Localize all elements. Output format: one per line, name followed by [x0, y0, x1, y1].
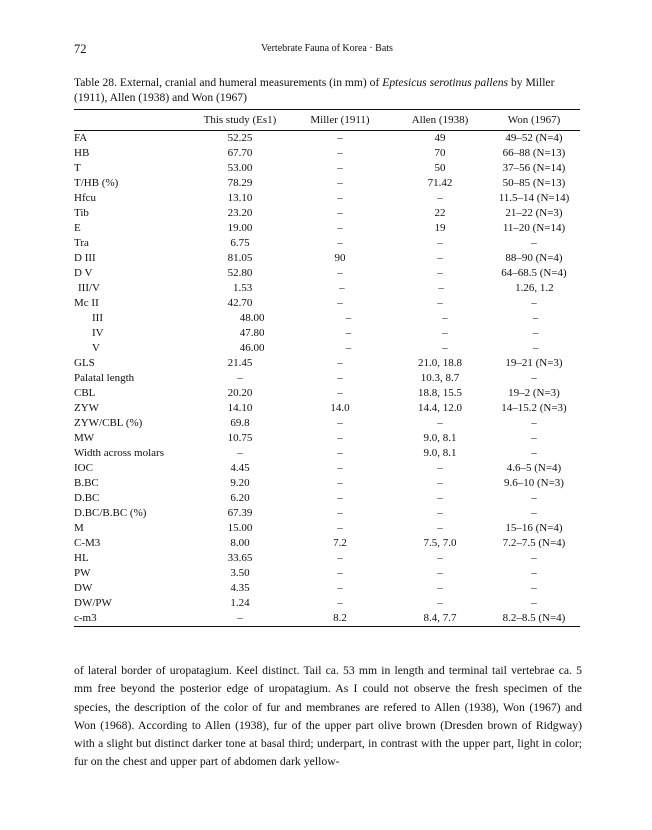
- table-row: [74, 476, 580, 491]
- table-cell: 22: [434, 207, 446, 219]
- table-cell: –: [337, 357, 343, 369]
- table-cell: 21.0, 18.8: [418, 357, 462, 369]
- table-cell: 7.2–7.5 (N=4): [502, 537, 566, 549]
- table-cell: 19: [434, 222, 446, 234]
- measurement-table: [74, 109, 580, 627]
- row-label: T: [74, 162, 81, 174]
- running-title: Vertebrate Fauna of Korea · Bats: [261, 43, 393, 54]
- table-cell: –: [531, 597, 537, 609]
- table-cell: –: [437, 522, 443, 534]
- row-label: GLS: [74, 357, 95, 369]
- table-row: [74, 416, 580, 431]
- table-cell: 14.0: [330, 402, 350, 414]
- table-header-row: [74, 110, 580, 130]
- table-cell: –: [337, 597, 343, 609]
- table-cell: –: [437, 492, 443, 504]
- table-cell: –: [531, 552, 537, 564]
- table-cell: –: [437, 237, 443, 249]
- table-cell: –: [337, 267, 343, 279]
- table-row: [74, 611, 580, 626]
- table-cell: 88–90 (N=4): [505, 252, 563, 264]
- table-cell: 42.70: [227, 297, 253, 309]
- table-cell: –: [532, 342, 539, 354]
- table-cell: 46.00: [239, 342, 265, 354]
- table-cell: –: [437, 462, 443, 474]
- row-label: D V: [74, 267, 93, 279]
- table-cell: –: [337, 432, 343, 444]
- table-cell: 14.10: [227, 402, 253, 414]
- table-cell: 8.2–8.5 (N=4): [502, 612, 566, 624]
- table-cell: –: [337, 507, 343, 519]
- table-cell: 67.39: [227, 507, 253, 519]
- table-row: [74, 446, 580, 461]
- table-cell: 53.00: [227, 162, 253, 174]
- table-cell: –: [339, 282, 345, 294]
- column-header: Won (1967): [507, 114, 561, 126]
- table-cell: 7.2: [333, 537, 347, 549]
- table-cell: 21.45: [227, 357, 253, 369]
- row-label: D III: [74, 252, 96, 264]
- table-cell: 1.26, 1.2: [515, 282, 554, 294]
- row-label: Tra: [74, 237, 89, 249]
- table-cell: –: [437, 507, 443, 519]
- table-row: [74, 131, 580, 146]
- table-cell: 67.70: [227, 147, 253, 159]
- row-label: Tib: [74, 207, 89, 219]
- table-cell: –: [438, 282, 444, 294]
- table-cell: 49–52 (N=4): [505, 132, 563, 144]
- table-cell: –: [337, 567, 343, 579]
- table-cell: 9.20: [230, 477, 250, 489]
- table-cell: –: [437, 417, 443, 429]
- table-cell: 13.10: [227, 192, 253, 204]
- table-cell: 4.45: [230, 462, 250, 474]
- table-cell: 10.75: [227, 432, 253, 444]
- table-row: [74, 266, 580, 281]
- table-cell: –: [531, 447, 537, 459]
- table-cell: –: [437, 552, 443, 564]
- column-header: Miller (1911): [310, 114, 370, 126]
- table-cell: –: [337, 387, 343, 399]
- table-row: [74, 506, 580, 521]
- table-row: [74, 206, 580, 221]
- table-cell: 10.3, 8.7: [420, 372, 460, 384]
- table-row: [74, 566, 580, 581]
- table-cell: 66–88 (N=13): [502, 147, 566, 159]
- table-cell: –: [345, 342, 352, 354]
- table-cell: 70: [434, 147, 446, 159]
- table-cell: 48.00: [239, 312, 265, 324]
- table-cell: –: [532, 312, 539, 324]
- table-row: [74, 431, 580, 446]
- table-cell: –: [531, 237, 537, 249]
- table-cell: –: [531, 372, 537, 384]
- table-cell: 15–16 (N=4): [505, 522, 563, 534]
- table-cell: 7.5, 7.0: [423, 537, 457, 549]
- row-label: Palatal length: [74, 372, 135, 384]
- table-cell: –: [337, 477, 343, 489]
- table-cell: –: [437, 597, 443, 609]
- table-cell: 1.53: [233, 282, 253, 294]
- table-cell: 6.20: [230, 492, 250, 504]
- table-cell: –: [337, 417, 343, 429]
- table-cell: –: [337, 447, 343, 459]
- table-cell: 19.00: [227, 222, 253, 234]
- table-cell: –: [337, 162, 343, 174]
- table-row: [74, 311, 580, 326]
- table-cell: 47.80: [239, 327, 265, 339]
- row-label: T/HB (%): [74, 177, 119, 189]
- table-cell: 20.20: [227, 387, 253, 399]
- table-cell: –: [437, 582, 443, 594]
- table-cell: 8.00: [230, 537, 250, 549]
- table-cell: –: [237, 372, 243, 384]
- table-cell: 8.4, 7.7: [423, 612, 457, 624]
- row-label: ZYW/CBL (%): [74, 417, 143, 429]
- row-label: III/V: [78, 282, 100, 294]
- table-cell: 19–2 (N=3): [508, 387, 560, 399]
- table-cell: –: [337, 582, 343, 594]
- table-cell: 81.05: [227, 252, 253, 264]
- table-cell: –: [345, 312, 352, 324]
- row-label: Hfcu: [74, 192, 96, 204]
- table-cell: 21–22 (N=3): [505, 207, 563, 219]
- table-row: [74, 281, 580, 296]
- table-cell: –: [531, 582, 537, 594]
- table-cell: –: [531, 297, 537, 309]
- table-cell: 49: [434, 132, 446, 144]
- table-cell: 6.75: [230, 237, 250, 249]
- table-row: [74, 371, 580, 386]
- table-cell: –: [442, 342, 448, 354]
- page-number: 72: [74, 42, 87, 56]
- column-header: This study (Es1): [203, 114, 277, 126]
- table-cell: –: [337, 372, 343, 384]
- table-cell: 64–68.5 (N=4): [501, 267, 567, 279]
- row-label: PW: [74, 567, 91, 579]
- table-cell: –: [337, 297, 343, 309]
- table-row: [74, 401, 580, 416]
- table-cell: 8.2: [333, 612, 347, 624]
- table-cell: –: [337, 207, 343, 219]
- table-cell: 11.5–14 (N=14): [498, 192, 570, 204]
- table-cell: –: [337, 492, 343, 504]
- table-cell: 15.00: [227, 522, 253, 534]
- table-cell: 69.8: [230, 417, 250, 429]
- table-cell: 4.35: [230, 582, 250, 594]
- table-cell: –: [531, 417, 537, 429]
- table-cell: 3.50: [230, 567, 250, 579]
- table-row: [74, 236, 580, 251]
- row-label: III: [92, 312, 103, 324]
- table-row: [74, 596, 580, 611]
- row-label: DW: [74, 582, 93, 594]
- table-cell: –: [345, 327, 352, 339]
- table-cell: –: [437, 252, 443, 264]
- table-cell: 9.6–10 (N=3): [504, 477, 564, 489]
- table-cell: –: [531, 507, 537, 519]
- table-row: [74, 326, 580, 341]
- row-label: DW/PW: [74, 597, 112, 609]
- row-label: M: [74, 522, 84, 534]
- table-cell: 14.4, 12.0: [418, 402, 462, 414]
- row-label: IOC: [74, 462, 93, 474]
- table-cell: –: [437, 297, 443, 309]
- table-cell: 19–21 (N=3): [505, 357, 563, 369]
- table-cell: –: [237, 612, 243, 624]
- table-cell: –: [437, 477, 443, 489]
- table-cell: 18.8, 15.5: [418, 387, 462, 399]
- row-label: B.BC: [74, 477, 99, 489]
- row-label: FA: [74, 132, 88, 144]
- table-cell: –: [337, 132, 343, 144]
- table-row: [74, 536, 580, 551]
- table-cell: 4.6–5 (N=4): [506, 462, 562, 474]
- table-row: [74, 191, 580, 206]
- table-row: [74, 356, 580, 371]
- table-row: [74, 551, 580, 566]
- table-cell: –: [442, 327, 448, 339]
- table-row: [74, 491, 580, 506]
- table-cell: 52.25: [227, 132, 253, 144]
- row-label: C-M3: [74, 537, 101, 549]
- table-cell: –: [337, 222, 343, 234]
- table-cell: –: [337, 237, 343, 249]
- table-row: [74, 221, 580, 236]
- row-label: ZYW: [74, 402, 100, 414]
- table-cell: –: [337, 552, 343, 564]
- table-row: [74, 296, 580, 311]
- table-cell: –: [237, 447, 243, 459]
- table-row: [74, 581, 580, 596]
- row-label: HL: [74, 552, 89, 564]
- row-label: Mc II: [74, 297, 99, 309]
- row-label: IV: [92, 327, 104, 339]
- table-cell: –: [337, 147, 343, 159]
- caption-text-end: by Miller (1911), Allen (1938) and Won (1967): [74, 76, 555, 104]
- row-label: MW: [74, 432, 95, 444]
- page-header: [74, 42, 580, 58]
- table-row: [74, 341, 580, 356]
- row-label: CBL: [74, 387, 96, 399]
- row-label: HB: [74, 147, 90, 159]
- table-cell: –: [531, 432, 537, 444]
- table-row: [74, 146, 580, 161]
- table-cell: –: [437, 567, 443, 579]
- column-header: [74, 110, 192, 130]
- table-cell: 11–20 (N=14): [502, 222, 566, 234]
- table-row: [74, 176, 580, 191]
- table-bottom-rule: [74, 626, 580, 627]
- table-cell: 71.42: [427, 177, 453, 189]
- table-row: [74, 521, 580, 536]
- table-cell: 90: [334, 252, 346, 264]
- table-cell: –: [337, 462, 343, 474]
- table-cell: 50: [434, 162, 446, 174]
- table-cell: –: [337, 192, 343, 204]
- table-cell: –: [337, 522, 343, 534]
- row-label: D.BC/B.BC (%): [74, 507, 147, 519]
- body-paragraph: of lateral border of uropatagium. Keel distinct. Tail ca. 53 mm in length and terminal tail vertebrae ca. 5 mm free beyond the posterior edge of uropatagium. As I could not observe the fresh specimen of the species, the description of the color of fur and membranes are refered to Allen (1938), Won (1967) and Won (1968). According to Allen (1938), fur of the upper part olive brown (Dresden brown of Ridgway) with a slight but distinct darker tone at basal third; underpart, in contrast with the upper part, light in color; fur on the chest and upper part of abdomen dark yellow-: [74, 664, 582, 769]
- table-caption: [74, 76, 582, 105]
- column-header: Allen (1938): [411, 114, 469, 126]
- table-cell: –: [531, 567, 537, 579]
- table-cell: 9.0, 8.1: [423, 432, 457, 444]
- table-cell: 9.0, 8.1: [423, 447, 457, 459]
- table-cell: –: [437, 267, 443, 279]
- table-cell: –: [442, 312, 448, 324]
- table-cell: 1.24: [230, 597, 250, 609]
- table-row: [74, 161, 580, 176]
- table-cell: 23.20: [227, 207, 253, 219]
- table-row: [74, 251, 580, 266]
- table-cell: 37–56 (N=14): [502, 162, 566, 174]
- table-cell: 52.80: [227, 267, 253, 279]
- row-label: c-m3: [74, 612, 97, 624]
- caption-species: Eptesicus serotinus pallens: [382, 76, 509, 89]
- row-label: D.BC: [74, 492, 100, 504]
- table-cell: 14–15.2 (N=3): [501, 402, 567, 414]
- table-cell: –: [337, 177, 343, 189]
- table-cell: 78.29: [227, 177, 253, 189]
- table-body: [74, 131, 580, 626]
- table-cell: –: [531, 492, 537, 504]
- table-cell: 33.65: [227, 552, 253, 564]
- row-label: Width across molars: [74, 447, 164, 459]
- table-cell: –: [532, 327, 539, 339]
- table-row: [74, 386, 580, 401]
- row-label: V: [92, 342, 100, 354]
- table-row: [74, 461, 580, 476]
- row-label: E: [74, 222, 81, 234]
- table-cell: 50–85 (N=13): [502, 177, 566, 189]
- caption-text: Table 28. External, cranial and humeral measurements (in mm) of: [74, 76, 383, 89]
- table-cell: –: [437, 192, 443, 204]
